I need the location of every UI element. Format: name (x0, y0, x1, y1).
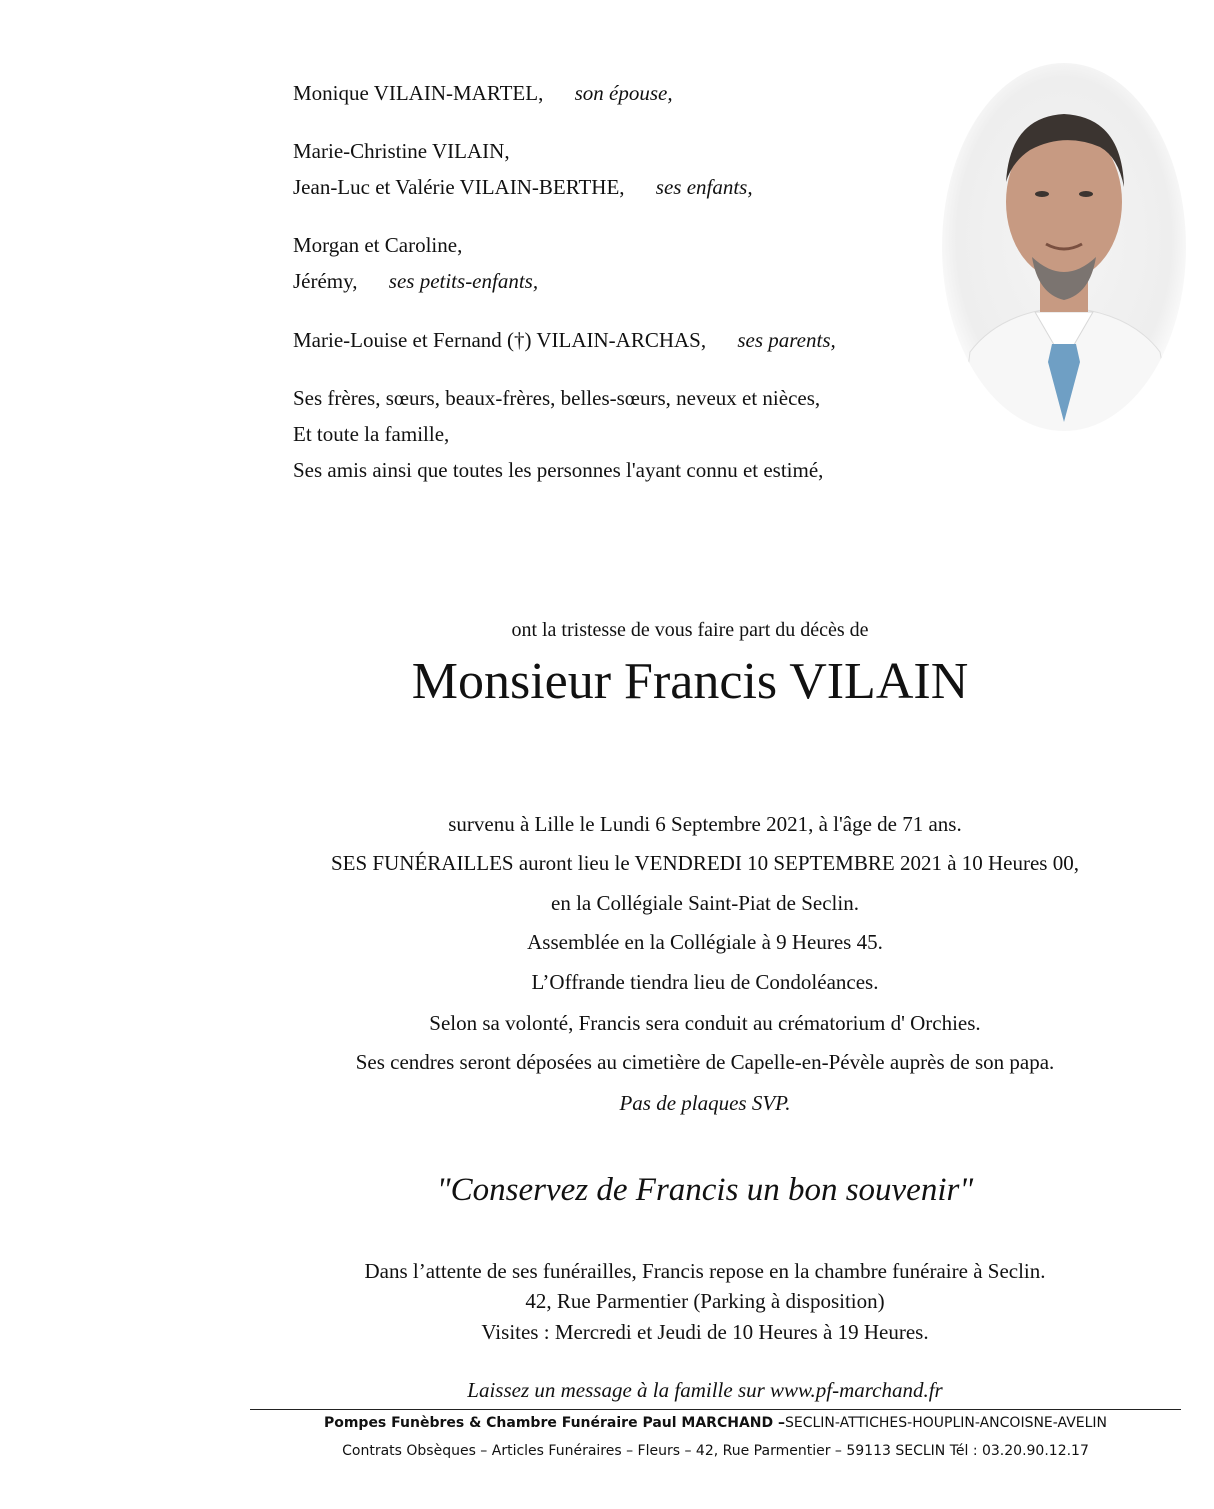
visiting-line-3: Visites : Mercredi et Jeudi de 10 Heures à 19 Heures. (481, 1320, 929, 1344)
visiting-line-1: Dans l’attente de ses funérailles, Francis repose en la chambre funéraire à Seclin. (364, 1259, 1046, 1283)
guestbook-message: Laissez un message à la famille sur www.pf-marchand.fr (467, 1378, 943, 1402)
portrait-photo (940, 62, 1188, 432)
family-child-2 (293, 174, 753, 200)
family-wife (293, 80, 673, 106)
footer-divider (250, 1409, 1181, 1410)
offering-info: L’Offrande tiendra lieu de Condoléances. (531, 970, 879, 994)
footer-company-line (250, 1415, 1181, 1431)
grandchildren-relation: ses petits-enfants, (388, 269, 539, 293)
death-info: survenu à Lille le Lundi 6 Septembre 2021, à l'âge de 71 ans. (448, 812, 962, 836)
funeral-info: SES FUNÉRAILLES auront lieu le VENDREDI 10 SEPTEMBRE 2021 à 10 Heures 00, (331, 851, 1079, 875)
grandchild-2-name: Jérémy, (293, 269, 358, 293)
family-siblings: Ses frères, sœurs, beaux-frères, belles-sœurs, neveux et nièces, (293, 386, 821, 410)
assembly-info: Assemblée en la Collégiale à 9 Heures 45. (527, 930, 883, 954)
deceased-name: Monsieur Francis VILAIN (411, 653, 969, 710)
footer-services: Contrats Obsèques – Articles Funéraires – Fleurs – 42, Rue Parmentier – 59113 SECLIN Tél : 03.20.90.12.17 (342, 1443, 1089, 1459)
no-plaques-note: Pas de plaques SVP. (619, 1091, 791, 1115)
memorial-quote: "Conservez de Francis un bon souvenir" (436, 1172, 974, 1208)
announcement-intro: ont la tristesse de vous faire part du décès de (511, 619, 869, 641)
family-child-1: Marie-Christine VILAIN, (293, 139, 510, 163)
parents-name: Marie-Louise et Fernand (†) VILAIN-ARCHAS, (293, 328, 707, 352)
family-friends: Ses amis ainsi que toutes les personnes l'ayant connu et estimé, (293, 458, 824, 482)
wife-relation: son épouse, (574, 81, 673, 105)
wife-name: Monique VILAIN-MARTEL, (293, 81, 544, 105)
children-relation: ses enfants, (655, 175, 753, 199)
footer-company: Pompes Funèbres & Chambre Funéraire Paul MARCHAND – (323, 1415, 785, 1431)
child-2-name: Jean-Luc et Valérie VILAIN-BERTHE, (293, 175, 625, 199)
footer-towns: SECLIN-ATTICHES-HOUPLIN-ANCOISNE-AVELIN (785, 1415, 1108, 1431)
visiting-line-2: 42, Rue Parmentier (Parking à disposition) (525, 1289, 885, 1313)
parents-relation: ses parents, (737, 328, 836, 352)
family-grandchild-2 (293, 268, 538, 294)
family-parents (293, 327, 836, 353)
family-grandchild-1: Morgan et Caroline, (293, 233, 463, 257)
church-info: en la Collégiale Saint-Piat de Seclin. (551, 891, 859, 915)
ashes-info: Ses cendres seront déposées au cimetière de Capelle-en-Pévèle auprès de son papa. (355, 1050, 1055, 1074)
family-all: Et toute la famille, (293, 422, 450, 446)
cremation-info: Selon sa volonté, Francis sera conduit au crématorium d' Orchies. (429, 1011, 981, 1035)
